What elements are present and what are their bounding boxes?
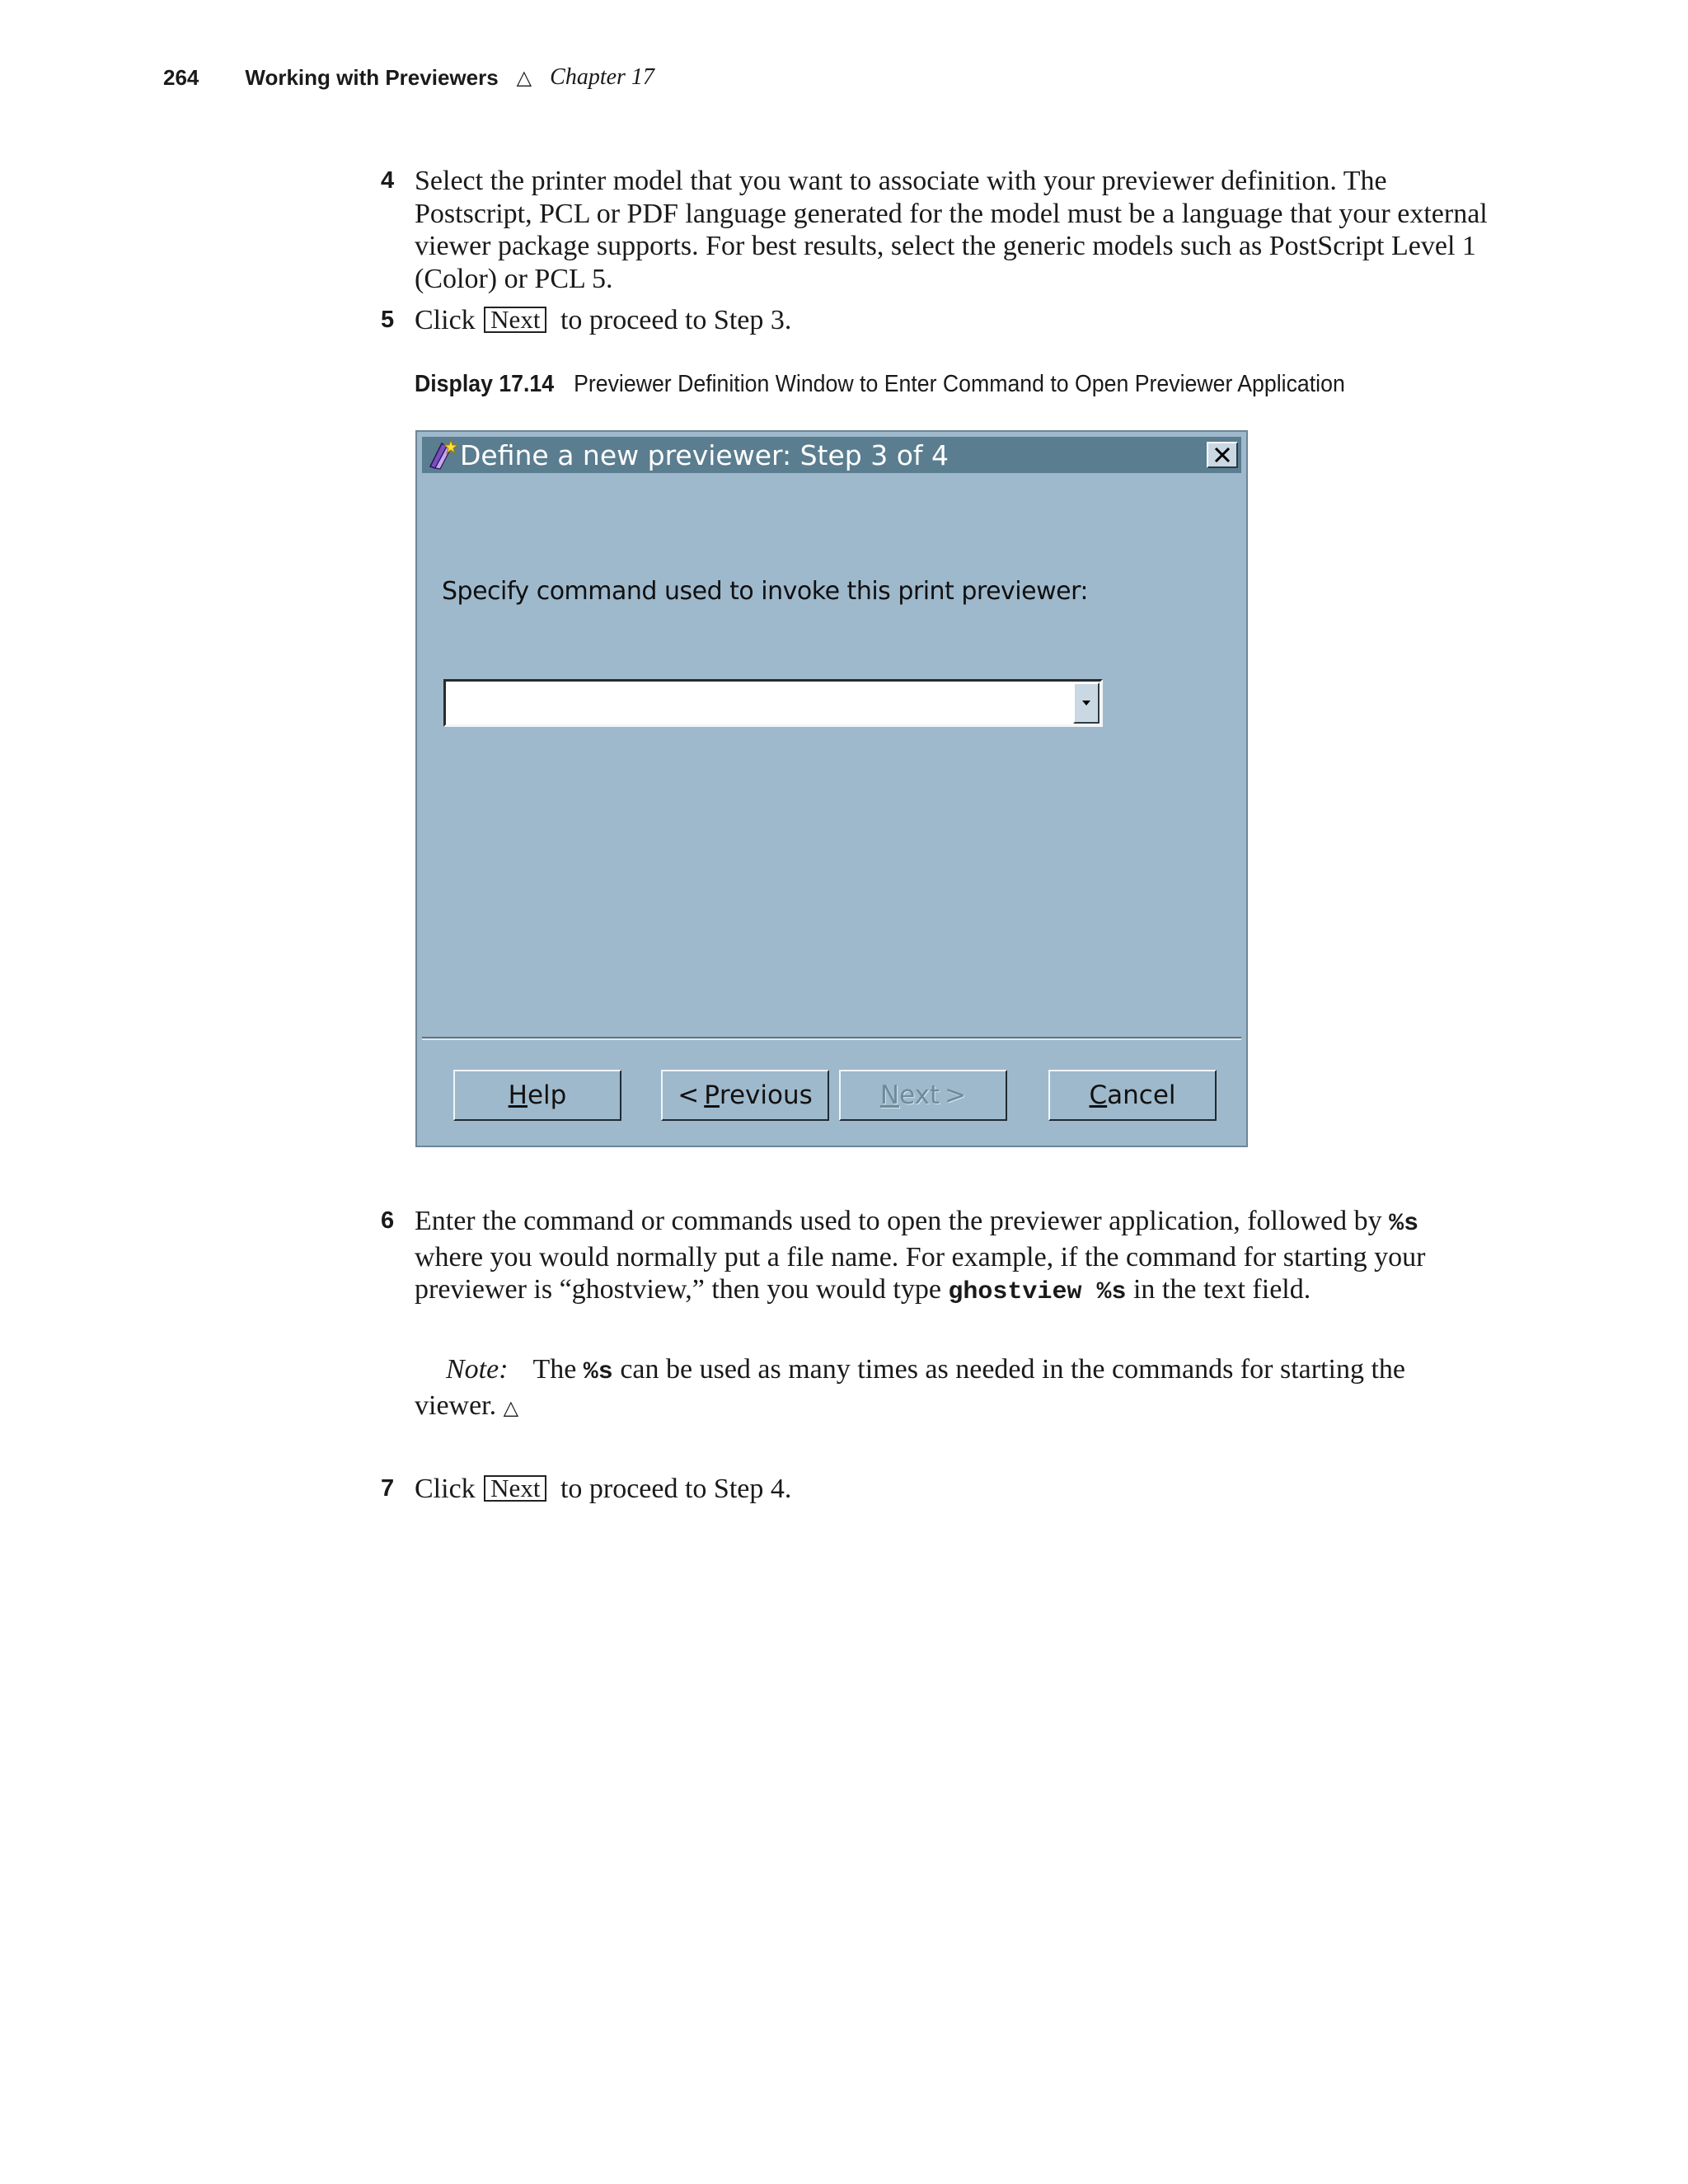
dialog-titlebar	[422, 437, 1241, 473]
next-key-reference: Next	[484, 307, 546, 333]
step-text	[415, 304, 1493, 337]
dialog-title: Define a new previewer: Step 3 of 4	[460, 438, 950, 471]
step-7	[381, 1473, 1493, 1506]
wizard-wand-icon	[425, 438, 458, 471]
step-text-part: in the text field.	[1132, 1274, 1311, 1305]
help-label: elp	[527, 1080, 567, 1110]
display-number: Display 17.14	[415, 371, 555, 397]
step-6	[381, 1205, 1493, 1310]
next-key-reference: Next	[484, 1475, 546, 1502]
code-placeholder: %s	[1389, 1210, 1419, 1238]
close-button[interactable]	[1207, 442, 1238, 468]
triangle-separator-icon: △	[516, 66, 532, 89]
note-text-part: The	[532, 1354, 577, 1385]
page-number: 264	[163, 64, 199, 90]
cancel-label: ancel	[1107, 1080, 1176, 1110]
step-5	[381, 304, 1493, 337]
note	[381, 1353, 1493, 1425]
step-text	[415, 1473, 1493, 1506]
note-text-part: can be used as many times as needed in the commands for starting the viewer.	[415, 1354, 1405, 1421]
step-number: 6	[381, 1207, 395, 1234]
code-placeholder: %s	[583, 1358, 613, 1386]
command-input[interactable]	[446, 682, 1072, 724]
note-label: Note:	[446, 1354, 509, 1385]
step-text-part: Enter the command or commands used to open the previewer application, followed by	[415, 1206, 1382, 1236]
command-combobox[interactable]	[443, 679, 1103, 727]
step-text-post: to proceed to Step 3.	[560, 305, 792, 335]
step-text-pre: Click	[415, 305, 476, 335]
help-mnemonic: H	[508, 1080, 528, 1110]
previous-label: revious	[719, 1080, 813, 1110]
step-text-part: where you would normally put a file name. For example, if the command for starting your previewer is “ghostview,” then you would type	[415, 1241, 1426, 1305]
running-header	[163, 61, 654, 94]
step-text	[415, 1205, 1493, 1310]
next-mnemonic: N	[879, 1080, 900, 1110]
section-title: Working with Previewers	[245, 64, 499, 90]
previous-button[interactable]	[661, 1070, 829, 1121]
end-triangle-icon: △	[503, 1397, 519, 1419]
step-number: 7	[381, 1475, 395, 1502]
step-number: 5	[381, 307, 395, 333]
previous-arrow-icon: <	[678, 1080, 700, 1110]
code-command: ghostview %s	[948, 1278, 1127, 1306]
step-text-post: to proceed to Step 4.	[560, 1474, 792, 1504]
previous-mnemonic: P	[704, 1080, 720, 1110]
dropdown-button[interactable]	[1073, 682, 1100, 724]
next-button[interactable]	[839, 1070, 1007, 1121]
step-number: 4	[381, 167, 395, 194]
step-4	[381, 165, 1493, 295]
dialog-divider	[422, 1037, 1241, 1040]
command-prompt-label: Specify command used to invoke this print previewer:	[442, 577, 1088, 606]
cancel-button[interactable]	[1048, 1070, 1217, 1121]
display-title: Previewer Definition Window to Enter Command to Open Previewer Application	[574, 371, 1345, 397]
next-arrow-icon: >	[945, 1080, 967, 1110]
help-button[interactable]	[453, 1070, 621, 1121]
previewer-dialog	[415, 430, 1248, 1147]
display-caption	[415, 371, 1345, 398]
chapter-label: Chapter 17	[550, 64, 654, 90]
next-label: ext	[899, 1080, 940, 1110]
step-text: Select the printer model that you want to associate with your previewer definition. The Postscript, PCL or PDF language generated for the model must be a language that your external viewer package supports. For best results, select the generic models such as PostScript Level 1 (Color) or PCL 5.	[415, 166, 1488, 294]
chevron-down-icon	[1081, 700, 1091, 706]
cancel-mnemonic: C	[1089, 1080, 1108, 1110]
step-text-pre: Click	[415, 1474, 476, 1504]
note-text	[415, 1353, 1493, 1425]
close-icon	[1213, 447, 1231, 463]
